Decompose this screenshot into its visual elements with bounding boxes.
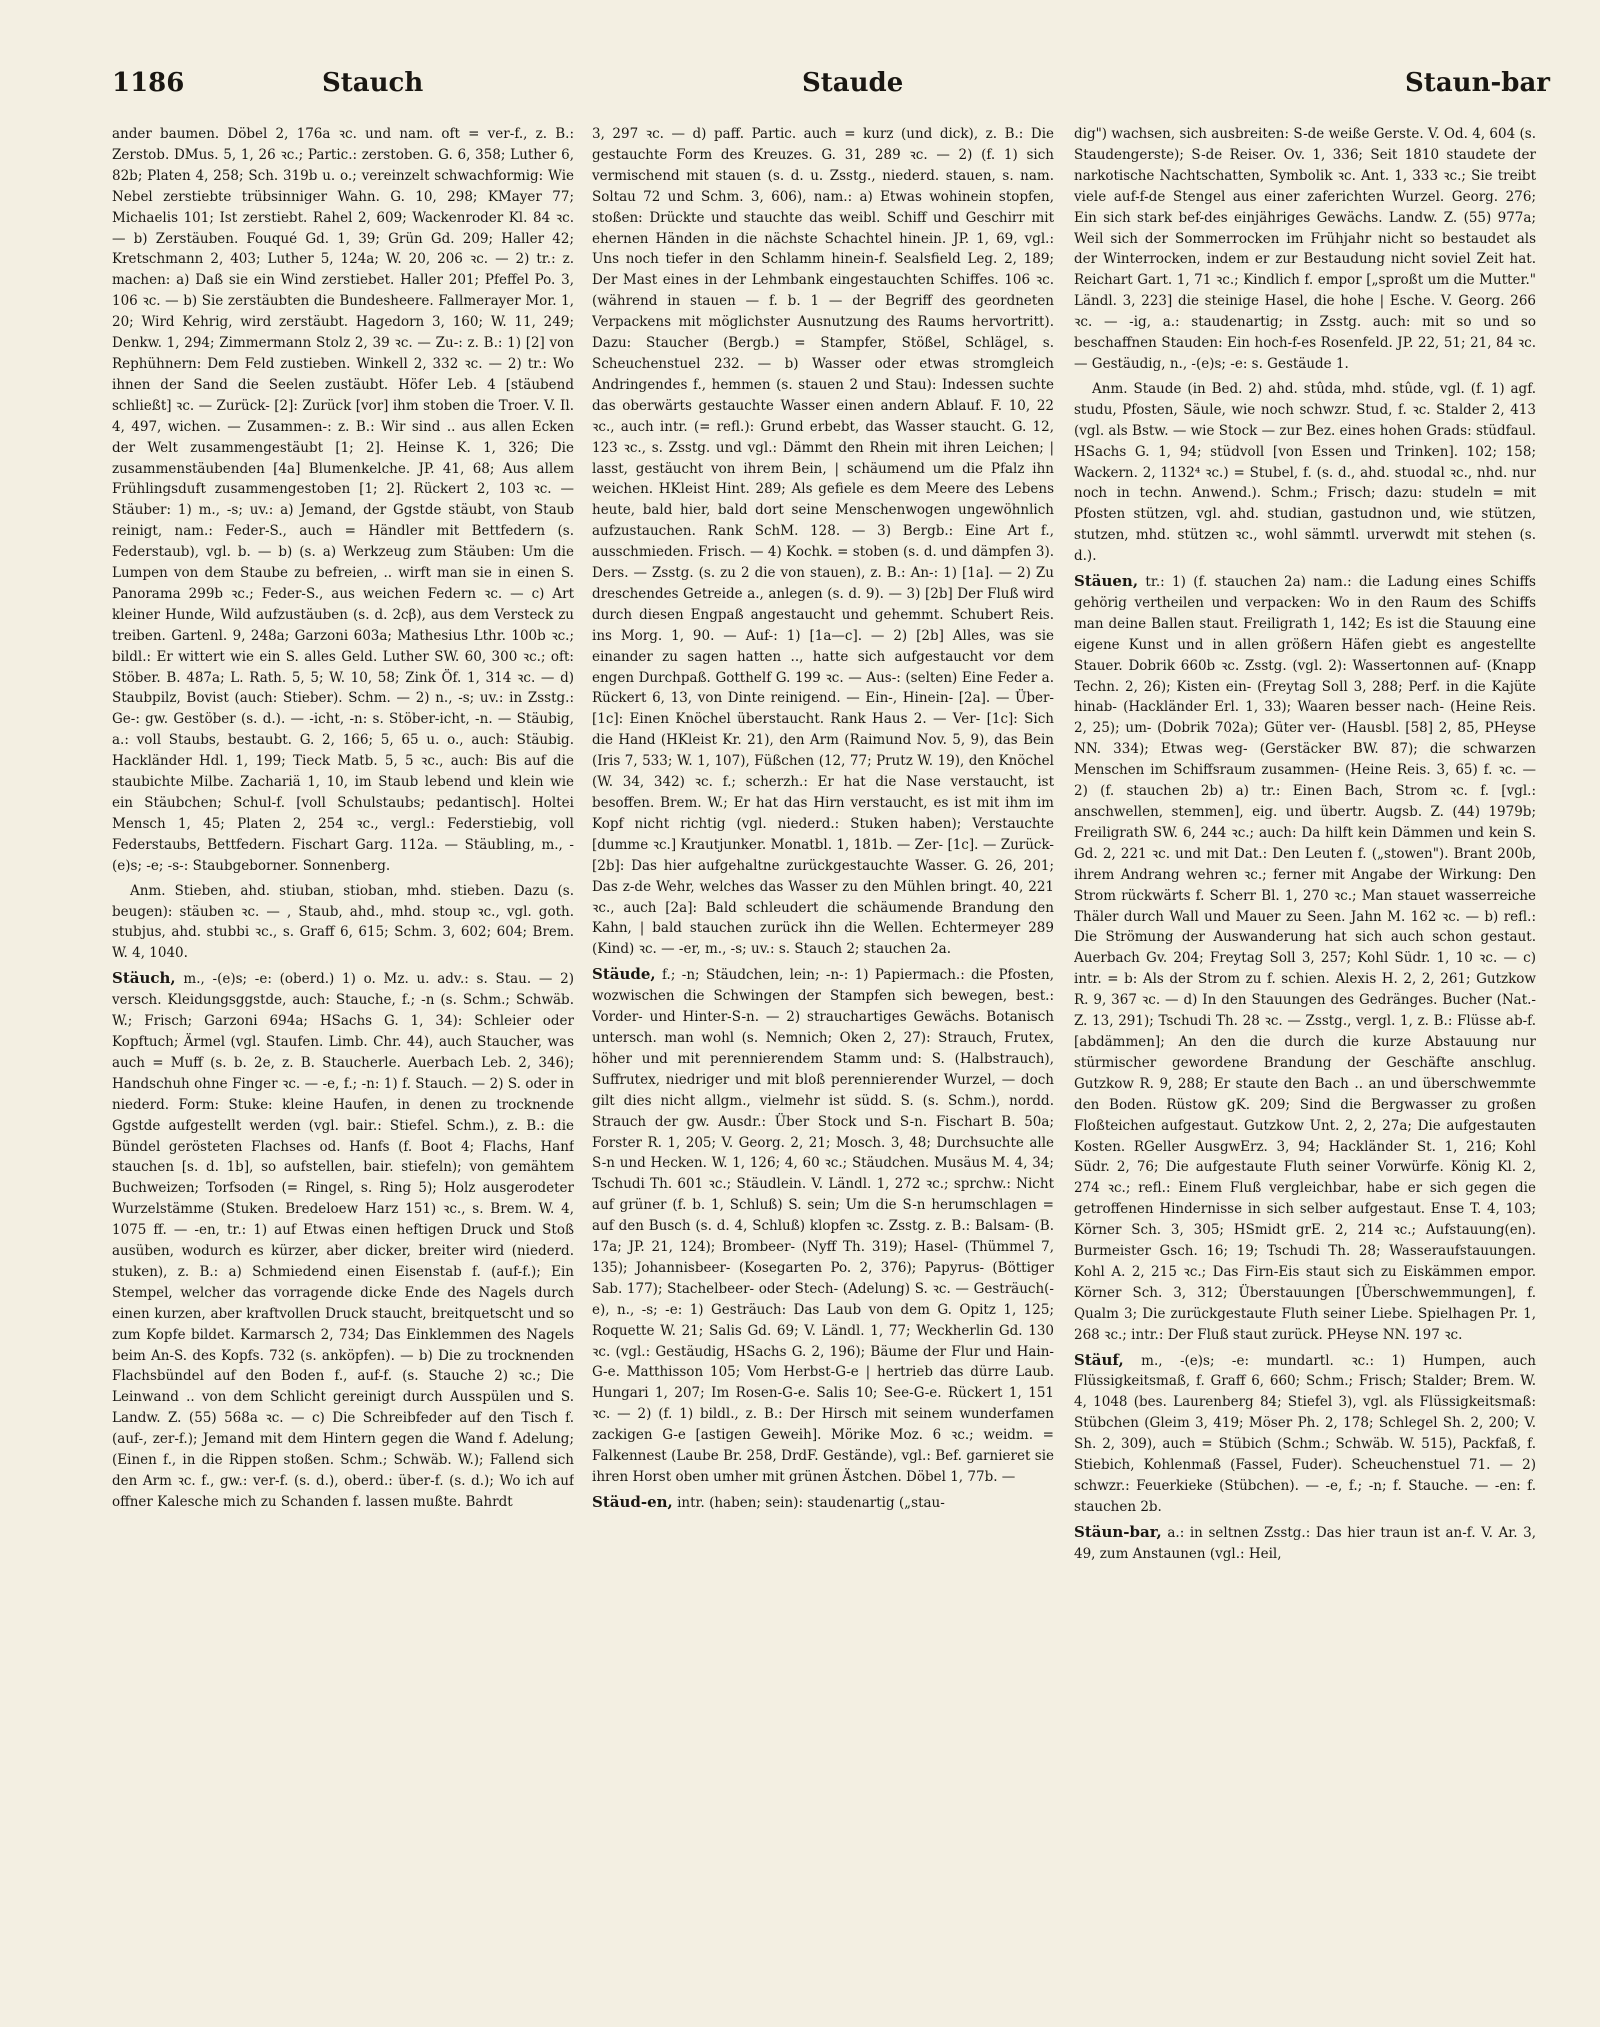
entry-continuation: 3, 297 ꝛc. — d) paff. Partic. auch = kurz (und dick), z. B.: Die gestauchte Form des Kreuzes. G. 31, 289 ꝛc. — 2) (f. 1) sich vermischend mit stauen (s. d. u. Zsstg., niederd. stauen, s. nam. Soltau 72 und Schm. 3, 606), nam.: a) Etwas wohinein stopfen, stoßen: Drückte und stauchte das weibl. Schiff und Geschirr mit ehernen Händen in die nächste Schachtel hinein. JP. 1, 69, vgl.: Uns noch tiefer in den Schlamm hinein-f. Sealsfield Leg. 2, 189; Der Mast eines in der Lehmbank eingestauchten Schiffes. 106 ꝛc. (während in stauen — f. b. 1 — der Begriff des geordneten Verpackens mit möglichster Ausnutzung des Raums hervortritt). Dazu: Staucher (Bergb.) = Stampfer, Stößel, Schlägel, s. Scheuchenstuel 232. — b) Wasser oder etwas stromgleich Andringendes f., hemmen (s. stauen 2 und Stau): Indessen suchte das oberwärts gestauchte Wasser einen andern Ablauf. F. 10, 22 ꝛc., auch intr. (= refl.): Grund erbebt, das Wasser staucht. G. 12, 123 ꝛc., s. Zsstg. und vgl.: Dämmt den Rhein mit ihren Leichen; | lasst, gestäucht von ihrem Bein, | schäumend um die Pfalz ihn weichen. HKleist Hint. 289; Als gefiele es dem Meere des Lebens heute, bald hier, bald dort seine Menschenwogen ungewöhnlich aufzustauchen. Rank SchM. 128. — 3) Bergb.: Eine Art f., ausschmieden. Frisch. — 4) Kochk. = stoben (s. d. und dämpfen 3). Ders. — Zsstg. (s. zu 2 die von stauen), z. B.: An-: 1) [1a]. — 2) Zu dreschendes Getreide a., anlegen (s. d. 9). — 3) [2b] Der Fluß wird durch diesen Engpaß angestaucht und gehemmt. Schubert Reis. ins Morg. 1, 90. — Auf-: 1) [1a—c]. — 2) [2b] Alles, was sie einander zu sagen hatten .., hatte sich aufgestaucht vor dem engen Durchpaß. Gotthelf G. 199 ꝛc. — Aus-: (selten) Eine Feder a. Rückert 6, 13, von Dinte reinigend. — Ein-, Hinein- [2a]. — Über- [1c]: Einen Knöchel überstaucht. Rank Haus 2. — Ver- [1c]: Sich die Hand (HKleist Kr. 21), den Arm (Raimund Nov. 5, 9), das Bein (Iris 7, 533; W. 1, 107), Füßchen (12, 77; Prutz W. 19), den Knöchel (W. 34, 342) ꝛc. f.; scherzh.: Er hat die Nase verstaucht, ist besoffen. Brem. W.; Er hat das Hirn verstaucht, es ist mit ihm im Kopf nicht richtig (vgl. niederd.: Stuken haben); Verstauchte [dumme ꝛc.] Krautjunker. Monatbl. 1, 181b. — Zer- [1c]. — Zurück- [2b]: Das hier aufgehaltne zurückgestauchte Wasser. G. 26, 201; Das z-de Wehr, welches das Wasser zu den Mühlen bringt. 40, 221 ꝛc., auch [2a]: Bald schleudert die schäumende Brandung den Kahn, | bald stauchen zurück ihn die Wellen. Echtermeyer 289 (Kind) ꝛc. — -er, m., -s; uv.: s. Stauch 2; stauchen 2a. <box>592 126 1054 958</box>
page-number: 1186 <box>112 68 185 98</box>
right-catchword: Staun-bar <box>1405 68 1550 98</box>
headword: Stäud-en, <box>592 1492 673 1511</box>
dictionary-entry <box>1074 1522 1536 1565</box>
column-left <box>112 124 574 2004</box>
entry-body: tr.: 1) (f. stauchen 2a) nam.: die Ladung eines Schiffs gehörig vertheilen und verpacken: Wo in den Raum des Schiffs man deine Ballen staut. Freiligrath 1, 142; Es ist die Stauung eine eigene Kunst und in allen größern Häfen giebt es angestellte Stauer. Dobrik 660b ꝛc. Zsstg. (vgl. 2): Wassertonnen auf- (Knapp Techn. 2, 26); Kisten ein- (Freytag Soll 3, 288; Perf. in die Kajüte hinab- (Hackländer Erl. 1, 33); Waaren besser nach- (Heine Reis. 2, 25); um- (Dobrik 702a); Güter ver- (Hausbl. [58] 2, 85, PHeyse NN. 334); Etwas weg- (Gerstäcker BW. 87); die schwarzen Menschen im Schiffsraum zusammen- (Heine Reis. 3, 65) f. ꝛc. — 2) (f. stauchen 2b) a) tr.: Einen Bach, Strom ꝛc. f. [vgl.: anschwellen, stemmen], eig. und übertr. Augsb. Z. (44) 1979b; Freiligrath SW. 6, 244 ꝛc.; auch: Da hilft kein Dämmen und kein S. Gd. 2, 221 ꝛc. und mit Dat.: Den Leuten f. („stowen"). Brant 200b, ihrem Andrang wehren ꝛc.; ferner mit Angabe der Wirkung: Den Strom rückwärts f. Scherr Bl. 1, 270 ꝛc.; Man stauet wasserreiche Thäler durch Wall und Mauer zu Seen. Jahn M. 162 ꝛc. — b) refl.: Die Strömung der Auswanderung hat sich auch schon gestaut. Auerbach Gv. 204; Freytag Soll 3, 257; Kohl Südr. 1, 10 ꝛc. — c) intr. = b: Als der Strom zu f. schien. Alexis H. 2, 2, 261; Gutzkow R. 9, 367 ꝛc. — d) In den Stauungen des Gedränges. Bucher (Nat.-Z. 13, 291); Tschudi Th. 28 ꝛc. — Zsstg., vergl. 1, z. B.: Flüsse ab-f. [abdämmen]; An den die durch die kurze Abstauung nur stürmischer gewordene Brandung der Geschäfte anschlug. Gutzkow R. 9, 288; Er staute den Bach .. an und überschwemmte den Boden. Rüstow gK. 209; Sind die Bergwasser zu großen Floßteichen aufgestaut. Gutzkow Unt. 2, 2, 27a; Die aufgestauten Kosten. RGeller AusgwErz. 3, 94; Hackländer St. 1, 216; Kohl Südr. 2, 76; Die aufgestaute Fluth seiner Vorwürfe. König Kl. 2, 274 ꝛc.; refl.: Einem Fluß vergleichbar, habe er sich gegen die getroffenen Hindernisse in sich selber aufgestaut. Ense T. 4, 103; Körner Sch. 3, 305; HSmidt grE. 2, 214 ꝛc.; Aufstauung(en). Burmeister Gsch. 16; 19; Tschudi Th. 28; Wasseraufstauungen. Kohl A. 2, 215 ꝛc.; Das Firn-Eis staut sich zu Eiskämmen empor. Körner Sch. 3, 312; Überstauungen [Überschwemmungen], f. Qualm 3; Die zurückgestaute Fluth seiner Liebe. Spielhagen Pr. 1, 268 ꝛc.; intr.: Der Fluß staut zurück. PHeyse NN. 197 ꝛc. <box>1074 574 1536 1343</box>
dictionary-entry <box>1074 571 1536 1346</box>
headword: Stäuf, <box>1074 1350 1124 1369</box>
column-middle <box>592 124 1054 2004</box>
headword: Stäuch, <box>112 969 176 988</box>
dictionary-entry <box>592 1492 1054 1514</box>
left-catchword: Stauch <box>322 68 424 98</box>
etymology-note: Anm. Stieben, ahd. stiuban, stioban, mhd. stieben. Dazu (s. beugen): stäuben ꝛc. — , Staub, ahd., mhd. stoup ꝛc., vgl. goth. stubjus, ahd. stubbi ꝛc., s. Graff 6, 615; Schm. 3, 602; 604; Brem. W. 4, 1040. <box>112 882 574 962</box>
dictionary-entry <box>592 964 1054 1488</box>
entry-body: m., -(e)s; -e: mundartl. ꝛc.: 1) Humpen, auch Flüssigkeitsmaß, f. Graff 6, 660; Schm.; Frisch; Stalder; Brem. W. 4, 1048 (bes. Laurenberg 84; Stiefel 3), vgl. als Flüssigkeitsmaß: Stübchen (Gleim 3, 419; Möser Ph. 2, 178; Schlegel Sh. 2, 200; V. Sh. 2, 309), auch = Stübich (Schm.; Schwäb. W. 515), Packfaß, f. Stiebich, Kohlenmaß (Fassel, Fuder). Scheuchenstuel 71. — 2) schwzr.: Feuerkieke (Stübchen). — -e, f.; -n; f. Stauche. — -en: f. stauchen 2b. <box>1074 1352 1536 1515</box>
center-catchword: Staude <box>802 68 904 98</box>
running-head <box>112 68 1550 108</box>
etymology-note: Anm. Staude (in Bed. 2) ahd. stûda, mhd. stûde, vgl. (f. 1) agf. studu, Pfosten, Säule, wie noch schwzr. Stud, f. ꝛc. Stalder 2, 413 (vgl. als Bstw. — wie Stock — zur Bez. eines hohen Grads: stüdfaul. HSachs G. 1, 94; stüdvoll [von Essen und Trinken]. 102; 158; Wackern. 2, 1132⁴ ꝛc.) = Stubel, f. (s. d., ahd. stuodal ꝛc., nhd. nur noch in techn. Anwend.). Schm.; Frisch; dazu: studeln = mit Pfosten stützen, vgl. ahd. studian, gastudnon und, wie stützen, stutzen, mhd. stützen ꝛc., wohl sämmtl. urverwdt mit stehen (s. d.). <box>1074 380 1536 565</box>
entry-continuation: dig") wachsen, sich ausbreiten: S-de weiße Gerste. V. Od. 4, 604 (s. Staudengerste); S-de Reiser. Ov. 1, 336; Seit 1810 staudete der narkotische Nachtschatten, Symbolik ꝛc. Ant. 1, 333 ꝛc.; Sie treibt viele auf-f-de Stengel aus einer zaferichten Wurzel. Georg. 276; Ein sich stark bef-des einjähriges Gewächs. Landw. Z. (55) 977a; Weil sich der Sommerrocken im Frühjahr nicht so bestaudet als der Winterrocken, indem er zur Bestaudung nicht soviel Zeit hat. Reichart Gart. 1, 71 ꝛc.; Kindlich f. empor [„sproßt um die Mutter." Ländl. 3, 223] die steinige Hasel, die hohe | Esche. V. Georg. 266 ꝛc. — -ig, a.: staudenartig; in Zsstg. auch: mit so und so beschaffnen Stauden: Ein hoch-f-es Rosenfeld. JP. 22, 51; 21, 84 ꝛc. — Gestäudig, n., -(e)s; -e: s. Gestäude 1. <box>1074 126 1536 372</box>
dictionary-entry <box>1074 1350 1536 1518</box>
entry-continuation: ander baumen. Döbel 2, 176a ꝛc. und nam. oft = ver-f., z. B.: Zerstob. DMus. 5, 1, 26 ꝛc.; Partic.: zerstoben. G. 6, 358; Luther 6, 82b; Platen 4, 258; Sch. 319b u. o.; vereinzelt schwachformig: Wie Nebel zerstiebte trübsinniger Wahn. G. 10, 298; KMayer 77; Michaelis 101; Ist zerstiebt. Rahel 2, 609; Wackenroder Kl. 84 ꝛc. — b) Zerstäuben. Fouqué Gd. 1, 39; Grün Gd. 209; Haller 42; Kretschmann 2, 403; Luther 5, 124a; W. 20, 206 ꝛc. — 2) tr.: z. machen: a) Daß sie ein Wind zerstiebet. Haller 201; Pfeffel Po. 3, 106 ꝛc. — b) Sie zerstäubten die Bundesheere. Fallmerayer Mor. 1, 20; Wird Kehrig, wird zerstäubt. Hagedorn 3, 160; W. 11, 249; Denkw. 1, 294; Zimmermann Stolz 2, 39 ꝛc. — Zu-: z. B.: 1) [2] von Rephühnern: Dem Feld zustieben. Winkell 2, 332 ꝛc. — 2) tr.: Wo ihnen der Sand die Seelen zustäubt. Höfer Leb. 4 [stäubend schließt] ꝛc. — Zurück- [2]: Zurück [vor] ihm stoben die Troer. V. Il. 4, 497, wichen. — Zusammen-: z. B.: Wir sind .. aus allen Ecken der Welt zusammengestäubt [1; 2]. Heinse K. 1, 326; Die zusammenstäubenden [4a] Blumenkelche. JP. 41, 68; Aus allem Frühlingsduft zusammengestoben [1; 2]. Rückert 2, 103 ꝛc. — Stäuber: 1) m., -s; uv.: a) Jemand, der Ggstde stäubt, von Staub reinigt, nam.: Feder-S., auch = Händler mit Bettfedern (s. Federstaub), vgl. b. — b) (s. a) Werkzeug zum Stäuben: Um die Lumpen von dem Staube zu befreien, .. wirft man sie in einen S. Panorama 299b ꝛc.; Feder-S., aus weichen Federn ꝛc. — c) Art kleiner Hunde, Wild aufzustäuben (s. d. 2cβ), aus dem Versteck zu treiben. Gartenl. 9, 248a; Garzoni 603a; Mathesius Lthr. 100b ꝛc.; bildl.: Er wittert wie ein S. alles Geld. Luther SW. 60, 300 ꝛc.; oft: Stöber. B. 487a; L. Rath. 5, 5; W. 10, 58; Zink Öf. 1, 314 ꝛc. — d) Staubpilz, Bovist (auch: Stieber). Schm. — 2) n., -s; uv.: in Zsstg.: Ge-: gw. Gestöber (s. d.). — -icht, -n: s. Stöber-icht, -n. — Stäubig, a.: voll Staubs, bestaubt. G. 2, 166; 5, 65 u. o., auch: Stäubig. Hackländer Hdl. 1, 199; Tieck Matb. 5, 5 ꝛc., auch: Bis auf die staubichte Milbe. Zachariä 1, 10, im Staub lebend und klein wie ein Stäubchen; Schul-f. [voll Schulstaubs; pedantisch]. Holtei Mensch 1, 45; Platen 2, 254 ꝛc., vergl.: Federstiebig, voll Federstaubs, Bettfedern. Fischart Garg. 112a. — Stäubling, m., -(e)s; -e; -s-: Staubgeborner. Sonnenberg. <box>112 126 574 874</box>
entry-body: a.: in seltnen Zsstg.: Das hier traun ist an-f. V. Ar. 3, 49, zum Anstaunen (vgl.: Heil, <box>1074 1524 1536 1562</box>
entry-body: f.; -n; Stäudchen, lein; -n-: 1) Papiermach.: die Pfosten, wozwischen die Schwingen der Stampfen sich bewegen, best.: Vorder- und Hinter-S-n. — 2) strauchartiges Gewächs. Botanisch untersch. man wohl (s. Nemnich; Oken 2, 27): Strauch, Frutex, höher und mit perennierendem Stamm und: S. (Halbstrauch), Suffrutex, niedriger und mit bloß perennierender Wurzel, — doch gilt dies nicht allgm., vielmehr ist südd. S. (s. Schm.), nordd. Strauch der gw. Ausdr.: Über Stock und S-n. Fischart B. 50a; Forster R. 1, 205; V. Georg. 2, 21; Mosch. 3, 48; Durchsuchte alle S-n und Hecken. W. 1, 126; 4, 60 ꝛc.; Stäudchen. Musäus M. 4, 34; Tschudi Th. 601 ꝛc.; Stäudlein. V. Ländl. 1, 272 ꝛc.; sprchw.: Nicht auf grüner (f. b. 1, Schluß) S. sein; Um die S-n herumschlagen = auf den Busch (s. d. 4, Schluß) klopfen ꝛc. Zsstg. z. B.: Balsam- (B. 17a; JP. 21, 124); Brombeer- (Nyff Th. 319); Hasel- (Thümmel 7, 135); Johannisbeer- (Kosegarten Po. 2, 376); Papyrus- (Böttiger Sab. 177); Stachelbeer- oder Stech- (Adelung) S. ꝛc. — Gesträuch(-e), n., -s; -e: 1) Gesträuch: Das Laub von dem G. Opitz 1, 125; Roquette W. 21; Salis Gd. 69; V. Ländl. 1, 77; Weckherlin Gd. 130 ꝛc. (vgl.: Gestäudig, HSachs G. 2, 196); Bäume der Flur und Hain-G-e. Matthisson 105; Vom Herbst-G-e | hertrieb das dürre Laub. Hungari 1, 207; Im Rosen-G-e. Salis 10; See-G-e. Rückert 1, 151 ꝛc. — 2) (f. 1) bildl., z. B.: Der Hirsch mit seinem wunderfamen zackigen G-e [astigen Geweih]. Mörike Moz. 6 ꝛc.; weidm. = Falkennest (Laube Br. 258, DrdF. Gestände), vgl.: Bef. garnieret sie ihren Horst oben umher mit grünen Ästchen. Döbel 1, 77b. — <box>592 967 1054 1485</box>
headword: Stäude, <box>592 965 656 984</box>
entry-body: m., -(e)s; -e: (oberd.) 1) o. Mz. u. adv.: s. Stau. — 2) versch. Kleidungsggstde, auch: Stauche, f.; -n (s. Schm.; Schwäb. W.; Frisch; Garzoni 694a; HSachs G. 1, 34): Schleier oder Kopftuch; Ärmel (vgl. Staufen. Limb. Chr. 44), auch Staucher, was auch = Muff (s. b. 2e, z. B. Staucherle. Auerbach Leb. 2, 346); Handschuh ohne Finger ꝛc. — -e, f.; -n: 1) f. Stauch. — 2) S. oder in niederd. Form: Stuke: kleine Haufen, in denen zu trocknende Ggstde aufgestellt werden (vgl. bair.: Stiefel. Schm.), z. B.: die Bündel gerösteten Flachses od. Hanfs (f. Boot 4; Flachs, Hanf stauchen [s. d. 1b], so aufstellen, bair. stiefeln); von gemähtem Buchweizen; Torfsoden (= Ringel, s. Ring 5); Holz ausgerodeter Wurzelstämme (Stuken. Bredeloew Harz 151) ꝛc., s. Brem. W. 4, 1075 ff. — -en, tr.: 1) auf Etwas einen heftigen Druck und Stoß ausüben, wodurch es kürzer, aber dicker, breiter wird (niederd. stuken), z. B.: a) Schmiedend einen Eisenstab f. (auf-f.); Ein Stempel, welcher das vorragende dicke Ende des Nagels durch einen kurzen, aber kraftvollen Druck staucht, breitquetscht und so zum Kopfe bildet. Karmarsch 2, 734; Das Einklemmen des Nagels beim An-S. des Kopfs. 732 (s. anköpfen). — b) Die zu trocknenden Flachsbündel auf den Boden f., auf-f. (s. Stauche 2) ꝛc.; Die Leinwand .. von dem Schlicht gereinigt durch Ausspülen und S. Landw. Z. (55) 568a ꝛc. — c) Die Schreibfeder auf den Tisch f. (auf-, zer-f.); Jemand mit dem Hintern gegen die Wand f. Adelung; (Einen f., in die Rippen stoßen. Schm.; Schwäb. W.); Fallend sich den Arm ꝛc. f., gw.: ver-f. (s. d.), oberd.: über-f. (s. d.); Wo ich auf offner Kalesche mich zu Schanden f. lassen mußte. Bahrdt <box>112 971 574 1510</box>
headword: Stäuen, <box>1074 572 1139 591</box>
headword: Stäun-bar, <box>1074 1522 1162 1541</box>
column-right <box>1074 124 1536 2004</box>
entry-body: intr. (haben; sein): staudenartig („stau- <box>677 1494 945 1511</box>
dictionary-entry <box>112 968 574 1513</box>
